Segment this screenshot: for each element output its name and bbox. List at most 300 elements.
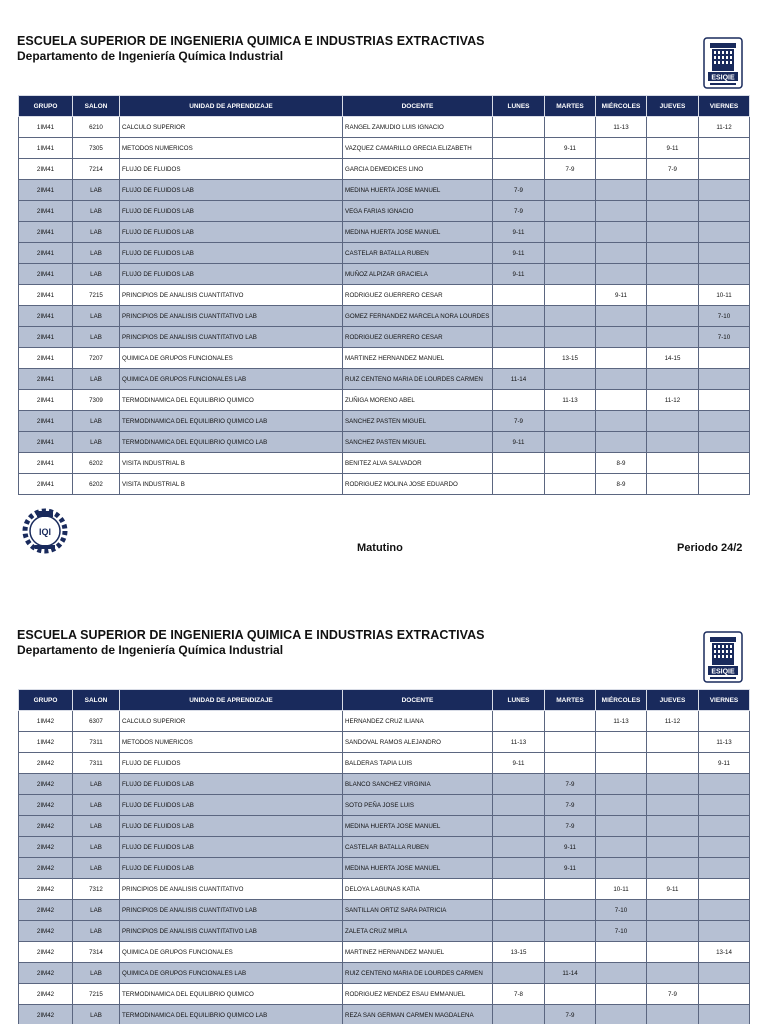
col-salon: SALON: [73, 96, 120, 117]
cell-jueves: 9-11: [647, 879, 699, 900]
col-miercoles: MIÉRCOLES: [596, 690, 647, 711]
cell-docente: MARTINEZ HERNANDEZ MANUEL: [343, 348, 493, 369]
col-lunes: LUNES: [493, 690, 545, 711]
dept-logo-text: IQI: [38, 527, 52, 537]
cell-martes: [545, 306, 596, 327]
cell-unidad: METODOS NUMERICOS: [120, 732, 343, 753]
cell-miercoles: [596, 753, 647, 774]
cell-lunes: 7-9: [493, 180, 545, 201]
col-unidad: UNIDAD DE APRENDIZAJE: [120, 96, 343, 117]
cell-docente: BALDERAS TAPIA LUIS: [343, 753, 493, 774]
cell-viernes: [699, 453, 750, 474]
cell-salon: 7215: [73, 984, 120, 1005]
cell-unidad: PRINCIPIOS DE ANALISIS CUANTITATIVO: [120, 879, 343, 900]
cell-jueves: 11-12: [647, 390, 699, 411]
cell-grupo: 2IM41: [19, 390, 73, 411]
cell-jueves: [647, 753, 699, 774]
cell-docente: BLANCO SANCHEZ VIRGINIA: [343, 774, 493, 795]
cell-lunes: 9-11: [493, 753, 545, 774]
cell-grupo: 2IM42: [19, 921, 73, 942]
cell-viernes: [699, 795, 750, 816]
col-viernes: VIERNES: [699, 96, 750, 117]
cell-grupo: 1IM42: [19, 732, 73, 753]
cell-lunes: [493, 900, 545, 921]
table-row: [19, 921, 750, 942]
cell-viernes: [699, 369, 750, 390]
cell-grupo: 2IM42: [19, 1005, 73, 1024]
cell-unidad: TERMODINAMICA DEL EQUILIBRIO QUIMICO: [120, 390, 343, 411]
schedule-body-1: [19, 117, 750, 495]
cell-grupo: 2IM42: [19, 753, 73, 774]
cell-martes: [545, 285, 596, 306]
cell-salon: LAB: [73, 837, 120, 858]
cell-unidad: FLUJO DE FLUIDOS LAB: [120, 264, 343, 285]
cell-viernes: 7-10: [699, 327, 750, 348]
cell-viernes: [699, 711, 750, 732]
cell-salon: 6202: [73, 474, 120, 495]
cell-martes: [545, 369, 596, 390]
esiqie-building-logo-icon: [703, 37, 743, 89]
cell-miercoles: [596, 732, 647, 753]
cell-lunes: 9-11: [493, 432, 545, 453]
cell-martes: [545, 453, 596, 474]
cell-lunes: 13-15: [493, 942, 545, 963]
cell-miercoles: [596, 795, 647, 816]
cell-salon: LAB: [73, 432, 120, 453]
cell-martes: [545, 222, 596, 243]
cell-unidad: FLUJO DE FLUIDOS: [120, 159, 343, 180]
cell-miercoles: 8-9: [596, 453, 647, 474]
cell-grupo: 2IM41: [19, 180, 73, 201]
school-name: ESCUELA SUPERIOR DE INGENIERIA QUIMICA E INDUSTRIAS EXTRACTIVAS: [17, 34, 485, 48]
cell-unidad: QUIMICA DE GRUPOS FUNCIONALES LAB: [120, 963, 343, 984]
table-row: [19, 180, 750, 201]
esiqie-building-logo-icon: [703, 631, 743, 683]
cell-viernes: 11-12: [699, 117, 750, 138]
cell-lunes: [493, 285, 545, 306]
cell-viernes: [699, 243, 750, 264]
cell-grupo: 2IM41: [19, 474, 73, 495]
cell-jueves: [647, 369, 699, 390]
cell-lunes: 11-13: [493, 732, 545, 753]
cell-lunes: [493, 390, 545, 411]
cell-martes: 7-9: [545, 159, 596, 180]
cell-docente: SANDOVAL RAMOS ALEJANDRO: [343, 732, 493, 753]
cell-salon: 7311: [73, 732, 120, 753]
cell-jueves: 11-12: [647, 711, 699, 732]
cell-docente: SANCHEZ PASTEN MIGUEL: [343, 411, 493, 432]
table-header-row: [19, 96, 750, 117]
table-row: [19, 795, 750, 816]
cell-miercoles: [596, 222, 647, 243]
table-row: [19, 306, 750, 327]
cell-jueves: [647, 474, 699, 495]
cell-viernes: [699, 411, 750, 432]
cell-grupo: 2IM41: [19, 285, 73, 306]
cell-docente: GOMEZ FERNANDEZ MARCELA NORA LOURDES: [343, 306, 493, 327]
cell-jueves: 14-15: [647, 348, 699, 369]
cell-viernes: 13-14: [699, 942, 750, 963]
cell-docente: RANGEL ZAMUDIO LUIS IGNACIO: [343, 117, 493, 138]
cell-docente: RODRIGUEZ MENDEZ ESAU EMMANUEL: [343, 984, 493, 1005]
cell-martes: [545, 117, 596, 138]
cell-unidad: CALCULO SUPERIOR: [120, 117, 343, 138]
schedule-table-2: [18, 689, 750, 1024]
cell-salon: LAB: [73, 1005, 120, 1024]
cell-salon: 7309: [73, 390, 120, 411]
cell-salon: LAB: [73, 774, 120, 795]
table-row: [19, 900, 750, 921]
cell-martes: [545, 711, 596, 732]
table-row: [19, 432, 750, 453]
cell-lunes: 7-9: [493, 201, 545, 222]
cell-docente: REZA SAN GERMAN CARMEN MAGDALENA: [343, 1005, 493, 1024]
table-row: [19, 327, 750, 348]
cell-martes: [545, 984, 596, 1005]
cell-unidad: PRINCIPIOS DE ANALISIS CUANTITATIVO LAB: [120, 327, 343, 348]
table-row: [19, 1005, 750, 1024]
cell-miercoles: [596, 348, 647, 369]
iqi-gear-logo-icon: [22, 505, 68, 557]
table-row: [19, 816, 750, 837]
col-jueves: JUEVES: [647, 690, 699, 711]
cell-salon: LAB: [73, 816, 120, 837]
cell-miercoles: 10-11: [596, 879, 647, 900]
cell-jueves: [647, 858, 699, 879]
cell-martes: 9-11: [545, 858, 596, 879]
cell-salon: 7314: [73, 942, 120, 963]
table-row: [19, 243, 750, 264]
logo-text: ESIQIE: [711, 74, 735, 82]
cell-lunes: [493, 474, 545, 495]
cell-unidad: QUIMICA DE GRUPOS FUNCIONALES: [120, 942, 343, 963]
school-name: ESCUELA SUPERIOR DE INGENIERIA QUIMICA E INDUSTRIAS EXTRACTIVAS: [17, 628, 485, 642]
cell-miercoles: 8-9: [596, 474, 647, 495]
table-row: [19, 837, 750, 858]
cell-docente: MEDINA HUERTA JOSE MANUEL: [343, 816, 493, 837]
cell-grupo: 2IM41: [19, 369, 73, 390]
cell-martes: 9-11: [545, 837, 596, 858]
cell-unidad: VISITA INDUSTRIAL B: [120, 474, 343, 495]
cell-viernes: [699, 963, 750, 984]
cell-martes: [545, 264, 596, 285]
cell-salon: LAB: [73, 306, 120, 327]
cell-docente: RUIZ CENTENO MARIA DE LOURDES CARMEN: [343, 963, 493, 984]
cell-miercoles: 7-10: [596, 900, 647, 921]
cell-salon: LAB: [73, 327, 120, 348]
cell-miercoles: [596, 411, 647, 432]
cell-unidad: FLUJO DE FLUIDOS: [120, 753, 343, 774]
cell-grupo: 2IM42: [19, 900, 73, 921]
cell-salon: LAB: [73, 411, 120, 432]
cell-viernes: 7-10: [699, 306, 750, 327]
cell-jueves: 7-9: [647, 984, 699, 1005]
cell-docente: SOTO PEÑA JOSE LUIS: [343, 795, 493, 816]
cell-viernes: [699, 774, 750, 795]
cell-salon: 7207: [73, 348, 120, 369]
cell-grupo: 2IM41: [19, 432, 73, 453]
cell-jueves: 7-9: [647, 159, 699, 180]
cell-miercoles: [596, 201, 647, 222]
col-viernes: VIERNES: [699, 690, 750, 711]
cell-docente: RODRIGUEZ GUERRERO CESAR: [343, 285, 493, 306]
cell-unidad: QUIMICA DE GRUPOS FUNCIONALES LAB: [120, 369, 343, 390]
cell-lunes: [493, 837, 545, 858]
cell-salon: 7215: [73, 285, 120, 306]
department-name: Departamento de Ingeniería Química Industrial: [17, 643, 284, 657]
cell-salon: LAB: [73, 921, 120, 942]
cell-grupo: 2IM41: [19, 264, 73, 285]
cell-jueves: [647, 432, 699, 453]
cell-martes: 7-9: [545, 795, 596, 816]
cell-docente: CASTELAR BATALLA RUBEN: [343, 837, 493, 858]
cell-salon: LAB: [73, 222, 120, 243]
cell-miercoles: 9-11: [596, 285, 647, 306]
cell-lunes: [493, 117, 545, 138]
table-row: [19, 774, 750, 795]
shift-label: Matutino: [357, 542, 403, 554]
cell-grupo: 1IM42: [19, 711, 73, 732]
cell-viernes: [699, 264, 750, 285]
cell-docente: SANTILLAN ORTIZ SARA PATRICIA: [343, 900, 493, 921]
cell-viernes: [699, 222, 750, 243]
cell-lunes: 11-14: [493, 369, 545, 390]
table-row: [19, 369, 750, 390]
cell-lunes: [493, 348, 545, 369]
cell-docente: RODRIGUEZ MOLINA JOSE EDUARDO: [343, 474, 493, 495]
cell-lunes: [493, 711, 545, 732]
cell-miercoles: 7-10: [596, 921, 647, 942]
col-martes: MARTES: [545, 690, 596, 711]
cell-jueves: [647, 117, 699, 138]
cell-jueves: [647, 900, 699, 921]
cell-unidad: TERMODINAMICA DEL EQUILIBRIO QUIMICO LAB: [120, 1005, 343, 1024]
page-header: [17, 34, 485, 63]
table-row: [19, 858, 750, 879]
table-row: [19, 285, 750, 306]
cell-viernes: [699, 432, 750, 453]
cell-jueves: [647, 453, 699, 474]
table-row: [19, 963, 750, 984]
cell-jueves: [647, 180, 699, 201]
logo-text: ESIQIE: [711, 668, 735, 676]
table-row: [19, 711, 750, 732]
cell-lunes: 7-9: [493, 411, 545, 432]
cell-grupo: 2IM42: [19, 879, 73, 900]
cell-miercoles: [596, 984, 647, 1005]
table-row: [19, 138, 750, 159]
cell-unidad: METODOS NUMERICOS: [120, 138, 343, 159]
cell-unidad: CALCULO SUPERIOR: [120, 711, 343, 732]
col-docente: DOCENTE: [343, 690, 493, 711]
cell-jueves: [647, 963, 699, 984]
cell-viernes: [699, 1005, 750, 1024]
cell-grupo: 1IM41: [19, 138, 73, 159]
cell-jueves: [647, 921, 699, 942]
table-row: [19, 117, 750, 138]
cell-martes: [545, 243, 596, 264]
cell-unidad: TERMODINAMICA DEL EQUILIBRIO QUIMICO LAB: [120, 432, 343, 453]
cell-martes: [545, 201, 596, 222]
cell-lunes: [493, 453, 545, 474]
cell-jueves: [647, 816, 699, 837]
table-row: [19, 390, 750, 411]
cell-unidad: QUIMICA DE GRUPOS FUNCIONALES: [120, 348, 343, 369]
col-docente: DOCENTE: [343, 96, 493, 117]
cell-docente: MEDINA HUERTA JOSE MANUEL: [343, 222, 493, 243]
cell-unidad: FLUJO DE FLUIDOS LAB: [120, 795, 343, 816]
cell-docente: HERNANDEZ CRUZ ILIANA: [343, 711, 493, 732]
cell-salon: LAB: [73, 243, 120, 264]
cell-miercoles: [596, 942, 647, 963]
cell-miercoles: [596, 306, 647, 327]
cell-jueves: [647, 222, 699, 243]
cell-lunes: [493, 879, 545, 900]
cell-miercoles: 11-13: [596, 117, 647, 138]
cell-lunes: [493, 1005, 545, 1024]
cell-martes: [545, 732, 596, 753]
cell-unidad: FLUJO DE FLUIDOS LAB: [120, 222, 343, 243]
cell-salon: 6202: [73, 453, 120, 474]
cell-grupo: 2IM41: [19, 159, 73, 180]
col-grupo: GRUPO: [19, 96, 73, 117]
cell-viernes: [699, 159, 750, 180]
cell-lunes: 9-11: [493, 222, 545, 243]
cell-miercoles: [596, 963, 647, 984]
department-name: Departamento de Ingeniería Química Industrial: [17, 49, 284, 63]
cell-salon: 6307: [73, 711, 120, 732]
cell-viernes: [699, 816, 750, 837]
cell-grupo: 2IM42: [19, 816, 73, 837]
cell-miercoles: [596, 369, 647, 390]
cell-lunes: [493, 138, 545, 159]
cell-martes: [545, 327, 596, 348]
cell-viernes: [699, 879, 750, 900]
cell-salon: 7311: [73, 753, 120, 774]
cell-jueves: [647, 306, 699, 327]
cell-lunes: [493, 327, 545, 348]
col-miercoles: MIÉRCOLES: [596, 96, 647, 117]
cell-miercoles: [596, 1005, 647, 1024]
cell-docente: RUIZ CENTENO MARIA DE LOURDES CARMEN: [343, 369, 493, 390]
cell-jueves: [647, 774, 699, 795]
cell-lunes: [493, 963, 545, 984]
cell-salon: LAB: [73, 180, 120, 201]
cell-jueves: [647, 285, 699, 306]
col-lunes: LUNES: [493, 96, 545, 117]
cell-grupo: 2IM41: [19, 411, 73, 432]
period-label: Periodo 24/2: [677, 542, 743, 554]
cell-viernes: [699, 984, 750, 1005]
cell-salon: 6210: [73, 117, 120, 138]
cell-unidad: PRINCIPIOS DE ANALISIS CUANTITATIVO LAB: [120, 306, 343, 327]
cell-grupo: 2IM41: [19, 201, 73, 222]
cell-jueves: [647, 795, 699, 816]
cell-miercoles: [596, 816, 647, 837]
table-row: [19, 879, 750, 900]
cell-salon: LAB: [73, 795, 120, 816]
cell-docente: VEGA FARIAS IGNACIO: [343, 201, 493, 222]
cell-grupo: 2IM41: [19, 327, 73, 348]
table-row: [19, 732, 750, 753]
cell-lunes: [493, 816, 545, 837]
cell-lunes: [493, 795, 545, 816]
cell-lunes: [493, 774, 545, 795]
cell-docente: MEDINA HUERTA JOSE MANUEL: [343, 180, 493, 201]
table-row: [19, 159, 750, 180]
cell-grupo: 2IM42: [19, 837, 73, 858]
cell-jueves: [647, 327, 699, 348]
table-header-row: [19, 690, 750, 711]
page-header: [17, 628, 485, 657]
cell-docente: ZUÑIGA MORENO ABEL: [343, 390, 493, 411]
cell-viernes: [699, 348, 750, 369]
col-unidad: UNIDAD DE APRENDIZAJE: [120, 690, 343, 711]
cell-jueves: [647, 1005, 699, 1024]
cell-docente: MUÑOZ ALPIZAR GRACIELA: [343, 264, 493, 285]
cell-docente: RODRIGUEZ GUERRERO CESAR: [343, 327, 493, 348]
cell-unidad: PRINCIPIOS DE ANALISIS CUANTITATIVO LAB: [120, 921, 343, 942]
table-row: [19, 222, 750, 243]
cell-viernes: 10-11: [699, 285, 750, 306]
cell-miercoles: [596, 858, 647, 879]
cell-lunes: [493, 921, 545, 942]
cell-viernes: [699, 858, 750, 879]
cell-miercoles: [596, 180, 647, 201]
cell-lunes: 7-8: [493, 984, 545, 1005]
cell-unidad: PRINCIPIOS DE ANALISIS CUANTITATIVO LAB: [120, 900, 343, 921]
cell-docente: MEDINA HUERTA JOSE MANUEL: [343, 858, 493, 879]
cell-salon: 7214: [73, 159, 120, 180]
cell-unidad: VISITA INDUSTRIAL B: [120, 453, 343, 474]
cell-unidad: TERMODINAMICA DEL EQUILIBRIO QUIMICO LAB: [120, 411, 343, 432]
table-row: [19, 264, 750, 285]
cell-miercoles: [596, 159, 647, 180]
cell-miercoles: [596, 138, 647, 159]
cell-viernes: [699, 921, 750, 942]
cell-grupo: 2IM42: [19, 774, 73, 795]
cell-salon: 7305: [73, 138, 120, 159]
cell-grupo: 2IM42: [19, 963, 73, 984]
cell-docente: MARTINEZ HERNANDEZ MANUEL: [343, 942, 493, 963]
cell-jueves: [647, 942, 699, 963]
cell-viernes: [699, 180, 750, 201]
cell-docente: ZALETA CRUZ MIRLA: [343, 921, 493, 942]
cell-grupo: 2IM41: [19, 222, 73, 243]
cell-martes: [545, 180, 596, 201]
cell-unidad: FLUJO DE FLUIDOS LAB: [120, 243, 343, 264]
cell-martes: [545, 879, 596, 900]
cell-martes: 7-9: [545, 1005, 596, 1024]
cell-martes: 9-11: [545, 138, 596, 159]
cell-salon: LAB: [73, 858, 120, 879]
table-row: [19, 411, 750, 432]
cell-lunes: [493, 306, 545, 327]
cell-lunes: [493, 858, 545, 879]
table-row: [19, 984, 750, 1005]
cell-viernes: 9-11: [699, 753, 750, 774]
cell-salon: LAB: [73, 201, 120, 222]
col-jueves: JUEVES: [647, 96, 699, 117]
table-row: [19, 453, 750, 474]
cell-miercoles: [596, 432, 647, 453]
cell-viernes: 11-13: [699, 732, 750, 753]
cell-miercoles: [596, 327, 647, 348]
cell-martes: [545, 753, 596, 774]
cell-martes: [545, 432, 596, 453]
cell-martes: [545, 900, 596, 921]
cell-grupo: 2IM42: [19, 984, 73, 1005]
